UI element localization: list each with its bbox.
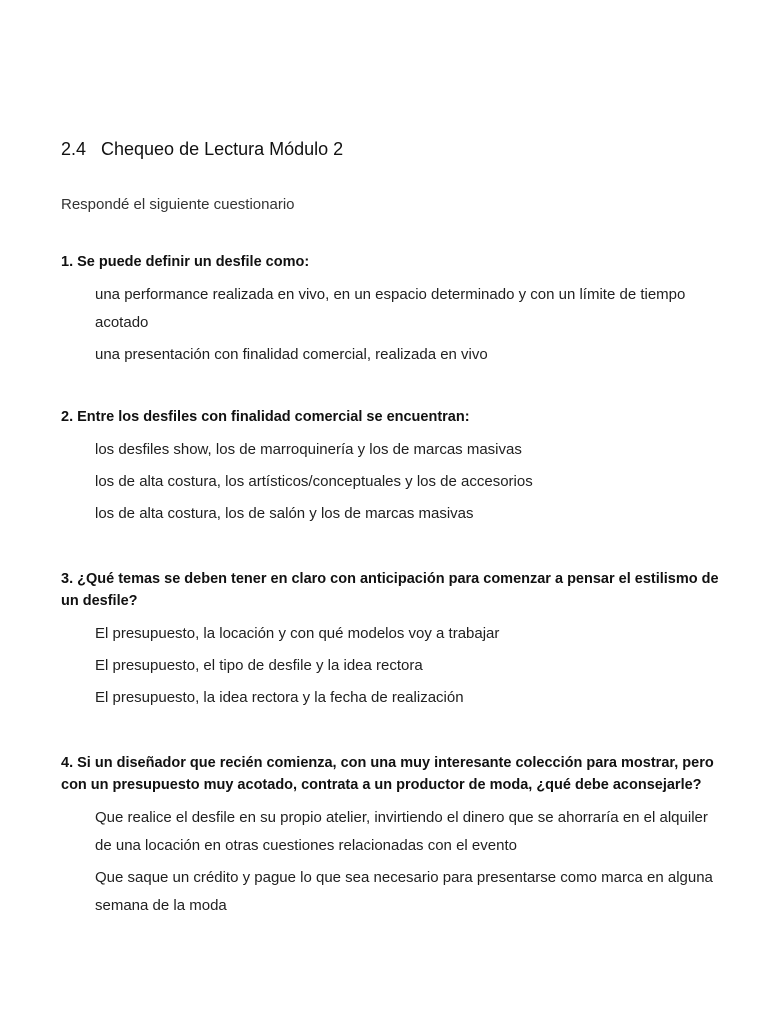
answer-option[interactable]: los de alta costura, los de salón y los de marcas masivas [95, 505, 474, 522]
question-3 [61, 568, 721, 716]
section-heading [61, 139, 343, 160]
question-text: 1. Se puede definir un desfile como: [61, 254, 310, 270]
question-text: 2. Entre los desfiles con finalidad comercial se encuentran: [61, 409, 470, 425]
question-1 [61, 251, 721, 373]
answer-option[interactable]: los desfiles show, los de marroquinería y los de marcas masivas [95, 441, 522, 458]
answer-option[interactable]: El presupuesto, la idea rectora y la fecha de realización [95, 689, 464, 706]
section-title: Chequeo de Lectura Módulo 2 [101, 139, 344, 159]
section-number: 2.4 [61, 139, 87, 159]
question-2 [61, 406, 721, 532]
answer-option[interactable]: una presentación con finalidad comercial, realizada en vivo [95, 346, 488, 363]
question-text: 3. ¿Qué temas se deben tener en claro con anticipación para comenzar a pensar el estilismo de un desfile? [61, 571, 719, 609]
answer-option[interactable]: los de alta costura, los artísticos/conceptuales y los de accesorios [95, 473, 533, 490]
answer-option[interactable]: Que realice el desfile en su propio atelier, invirtiendo el dinero que se ahorraría en el alquiler de una locación en otras cuestiones relacionadas con el evento [95, 809, 708, 854]
answer-options [61, 620, 721, 712]
answer-options [61, 281, 721, 369]
answer-option[interactable]: El presupuesto, la locación y con qué modelos voy a trabajar [95, 625, 500, 642]
question-4 [61, 752, 721, 924]
answer-options [61, 804, 721, 920]
answer-option[interactable]: El presupuesto, el tipo de desfile y la idea rectora [95, 657, 423, 674]
answer-option[interactable]: Que saque un crédito y pague lo que sea necesario para presentarse como marca en alguna semana de la moda [95, 869, 713, 914]
instructions-text: Respondé el siguiente cuestionario [61, 196, 295, 213]
answer-options [61, 436, 721, 528]
answer-option[interactable]: una performance realizada en vivo, en un espacio determinado y con un límite de tiempo acotado [95, 286, 686, 331]
question-text: 4. Si un diseñador que recién comienza, con una muy interesante colección para mostrar, pero con un presupuesto muy acotado, contrata a un productor de moda, ¿qué debe aconsejarle? [61, 755, 714, 793]
